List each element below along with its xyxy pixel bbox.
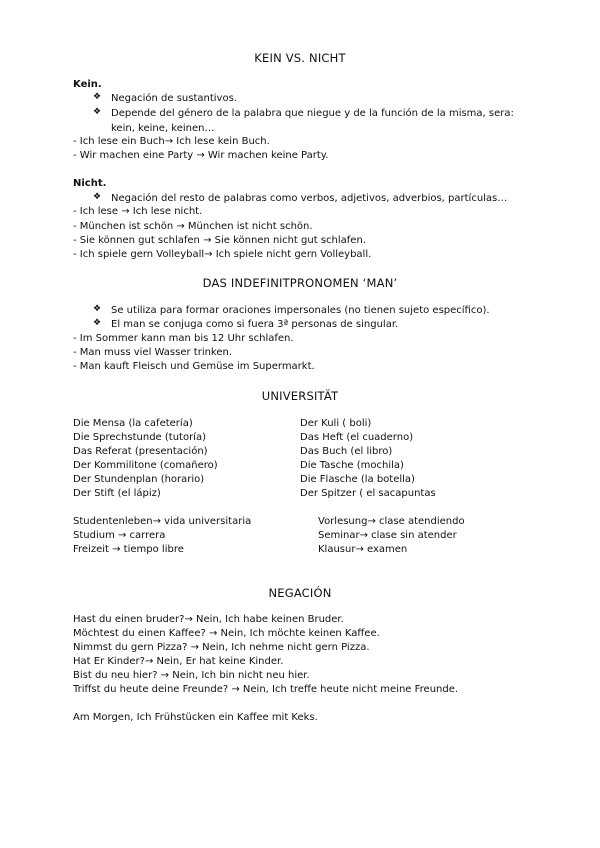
vocab-right: Das Heft (el cuaderno) xyxy=(300,432,414,443)
section-title-man: DAS INDEFINITPRONOMEN ‘MAN’ xyxy=(202,276,398,290)
bullet-icon: ❖ xyxy=(93,107,102,117)
negacion-line: Nimmst du gern Pizza? → Nein, Ich nehme nicht gern Pizza. xyxy=(73,642,370,653)
vocab-left: Die Sprechstunde (tutoría) xyxy=(73,432,206,443)
nicht-example: - München ist schön → München ist nicht schön. xyxy=(73,221,313,232)
closing-line: Am Morgen, Ich Frühstücken ein Kaffee mit Keks. xyxy=(73,712,318,723)
vocab-right2: Vorlesung→ clase atendiendo xyxy=(318,516,465,527)
vocab-right: Der Spitzer ( el sacapuntas xyxy=(300,488,436,499)
negacion-line: Hat Er Kinder?→ Nein, Er hat keine Kinder. xyxy=(73,656,284,667)
vocab-left2: Studentenleben→ vida universitaria xyxy=(73,516,252,527)
negacion-line: Hast du einen bruder?→ Nein, Ich habe keinen Bruder. xyxy=(73,614,344,625)
man-bullet-1: ❖ Se utiliza para formar oraciones impersonales (no tienen sujeto específico). xyxy=(93,304,490,316)
man-example: - Man muss viel Wasser trinken. xyxy=(73,347,233,358)
vocab-right: Das Buch (el libro) xyxy=(300,446,393,457)
man-bullet-2: ❖ El man se conjuga como si fuera 3ª personas de singular. xyxy=(93,318,399,330)
vocab-right: Der Kuli ( boli) xyxy=(300,418,372,429)
bullet-icon: ❖ xyxy=(93,318,102,328)
section-title-negacion: NEGACIÓN xyxy=(268,586,332,600)
man-example: - Im Sommer kann man bis 12 Uhr schlafen. xyxy=(73,333,294,344)
vocab-left: Das Referat (presentación) xyxy=(73,446,208,457)
vocab-right2: Seminar→ clase sin atender xyxy=(318,530,457,541)
kein-bullet-1: ❖ Negación de sustantivos. xyxy=(93,92,237,104)
bullet-icon: ❖ xyxy=(93,92,102,102)
vocab-left: Der Stift (el lápiz) xyxy=(73,488,161,499)
section-title-universitaet: UNIVERSITÄT xyxy=(261,389,339,403)
vocab-right: Die Flasche (la botella) xyxy=(300,474,415,485)
section-title-kein-nicht: KEIN VS. NICHT xyxy=(254,51,346,65)
negacion-line: Bist du neu hier? → Nein, Ich bin nicht neu hier. xyxy=(73,670,310,681)
kein-bullet-2: ❖ Depende del género de la palabra que niegue y de la función de la misma, sera: kein, keine, keinen… xyxy=(93,107,514,134)
vocab-right: Die Tasche (mochila) xyxy=(300,460,404,471)
kein-label: Kein. xyxy=(73,79,102,90)
vocab-left2: Freizeit → tiempo libre xyxy=(73,544,184,555)
vocab-left: Der Kommilitone (comañero) xyxy=(73,460,218,471)
vocab-left: Die Mensa (la cafetería) xyxy=(73,418,193,429)
kein-example: - Ich lese ein Buch→ Ich lese kein Buch. xyxy=(73,136,270,147)
vocab-left: Der Stundenplan (horario) xyxy=(73,474,205,485)
bullet-icon: ❖ xyxy=(93,192,102,202)
negacion-line: Möchtest du einen Kaffee? → Nein, Ich möchte keinen Kaffee. xyxy=(73,628,380,639)
vocab-right2: Klausur→ examen xyxy=(318,544,408,555)
nicht-example: - Ich lese → Ich lese nicht. xyxy=(73,206,203,217)
bullet-icon: ❖ xyxy=(93,304,102,314)
nicht-bullet-1: ❖ Negación del resto de palabras como verbos, adjetivos, adverbios, partículas… xyxy=(93,192,508,204)
vocab-left2: Studium → carrera xyxy=(73,530,166,541)
nicht-label: Nicht. xyxy=(73,178,107,189)
nicht-example: - Ich spiele gern Volleyball→ Ich spiele nicht gern Volleyball. xyxy=(73,249,372,260)
man-example: - Man kauft Fleisch und Gemüse im Supermarkt. xyxy=(73,361,315,372)
negacion-line: Triffst du heute deine Freunde? → Nein, Ich treffe heute nicht meine Freunde. xyxy=(73,684,459,695)
nicht-example: - Sie können gut schlafen → Sie können nicht gut schlafen. xyxy=(73,235,366,246)
kein-example: - Wir machen eine Party → Wir machen keine Party. xyxy=(73,150,329,161)
